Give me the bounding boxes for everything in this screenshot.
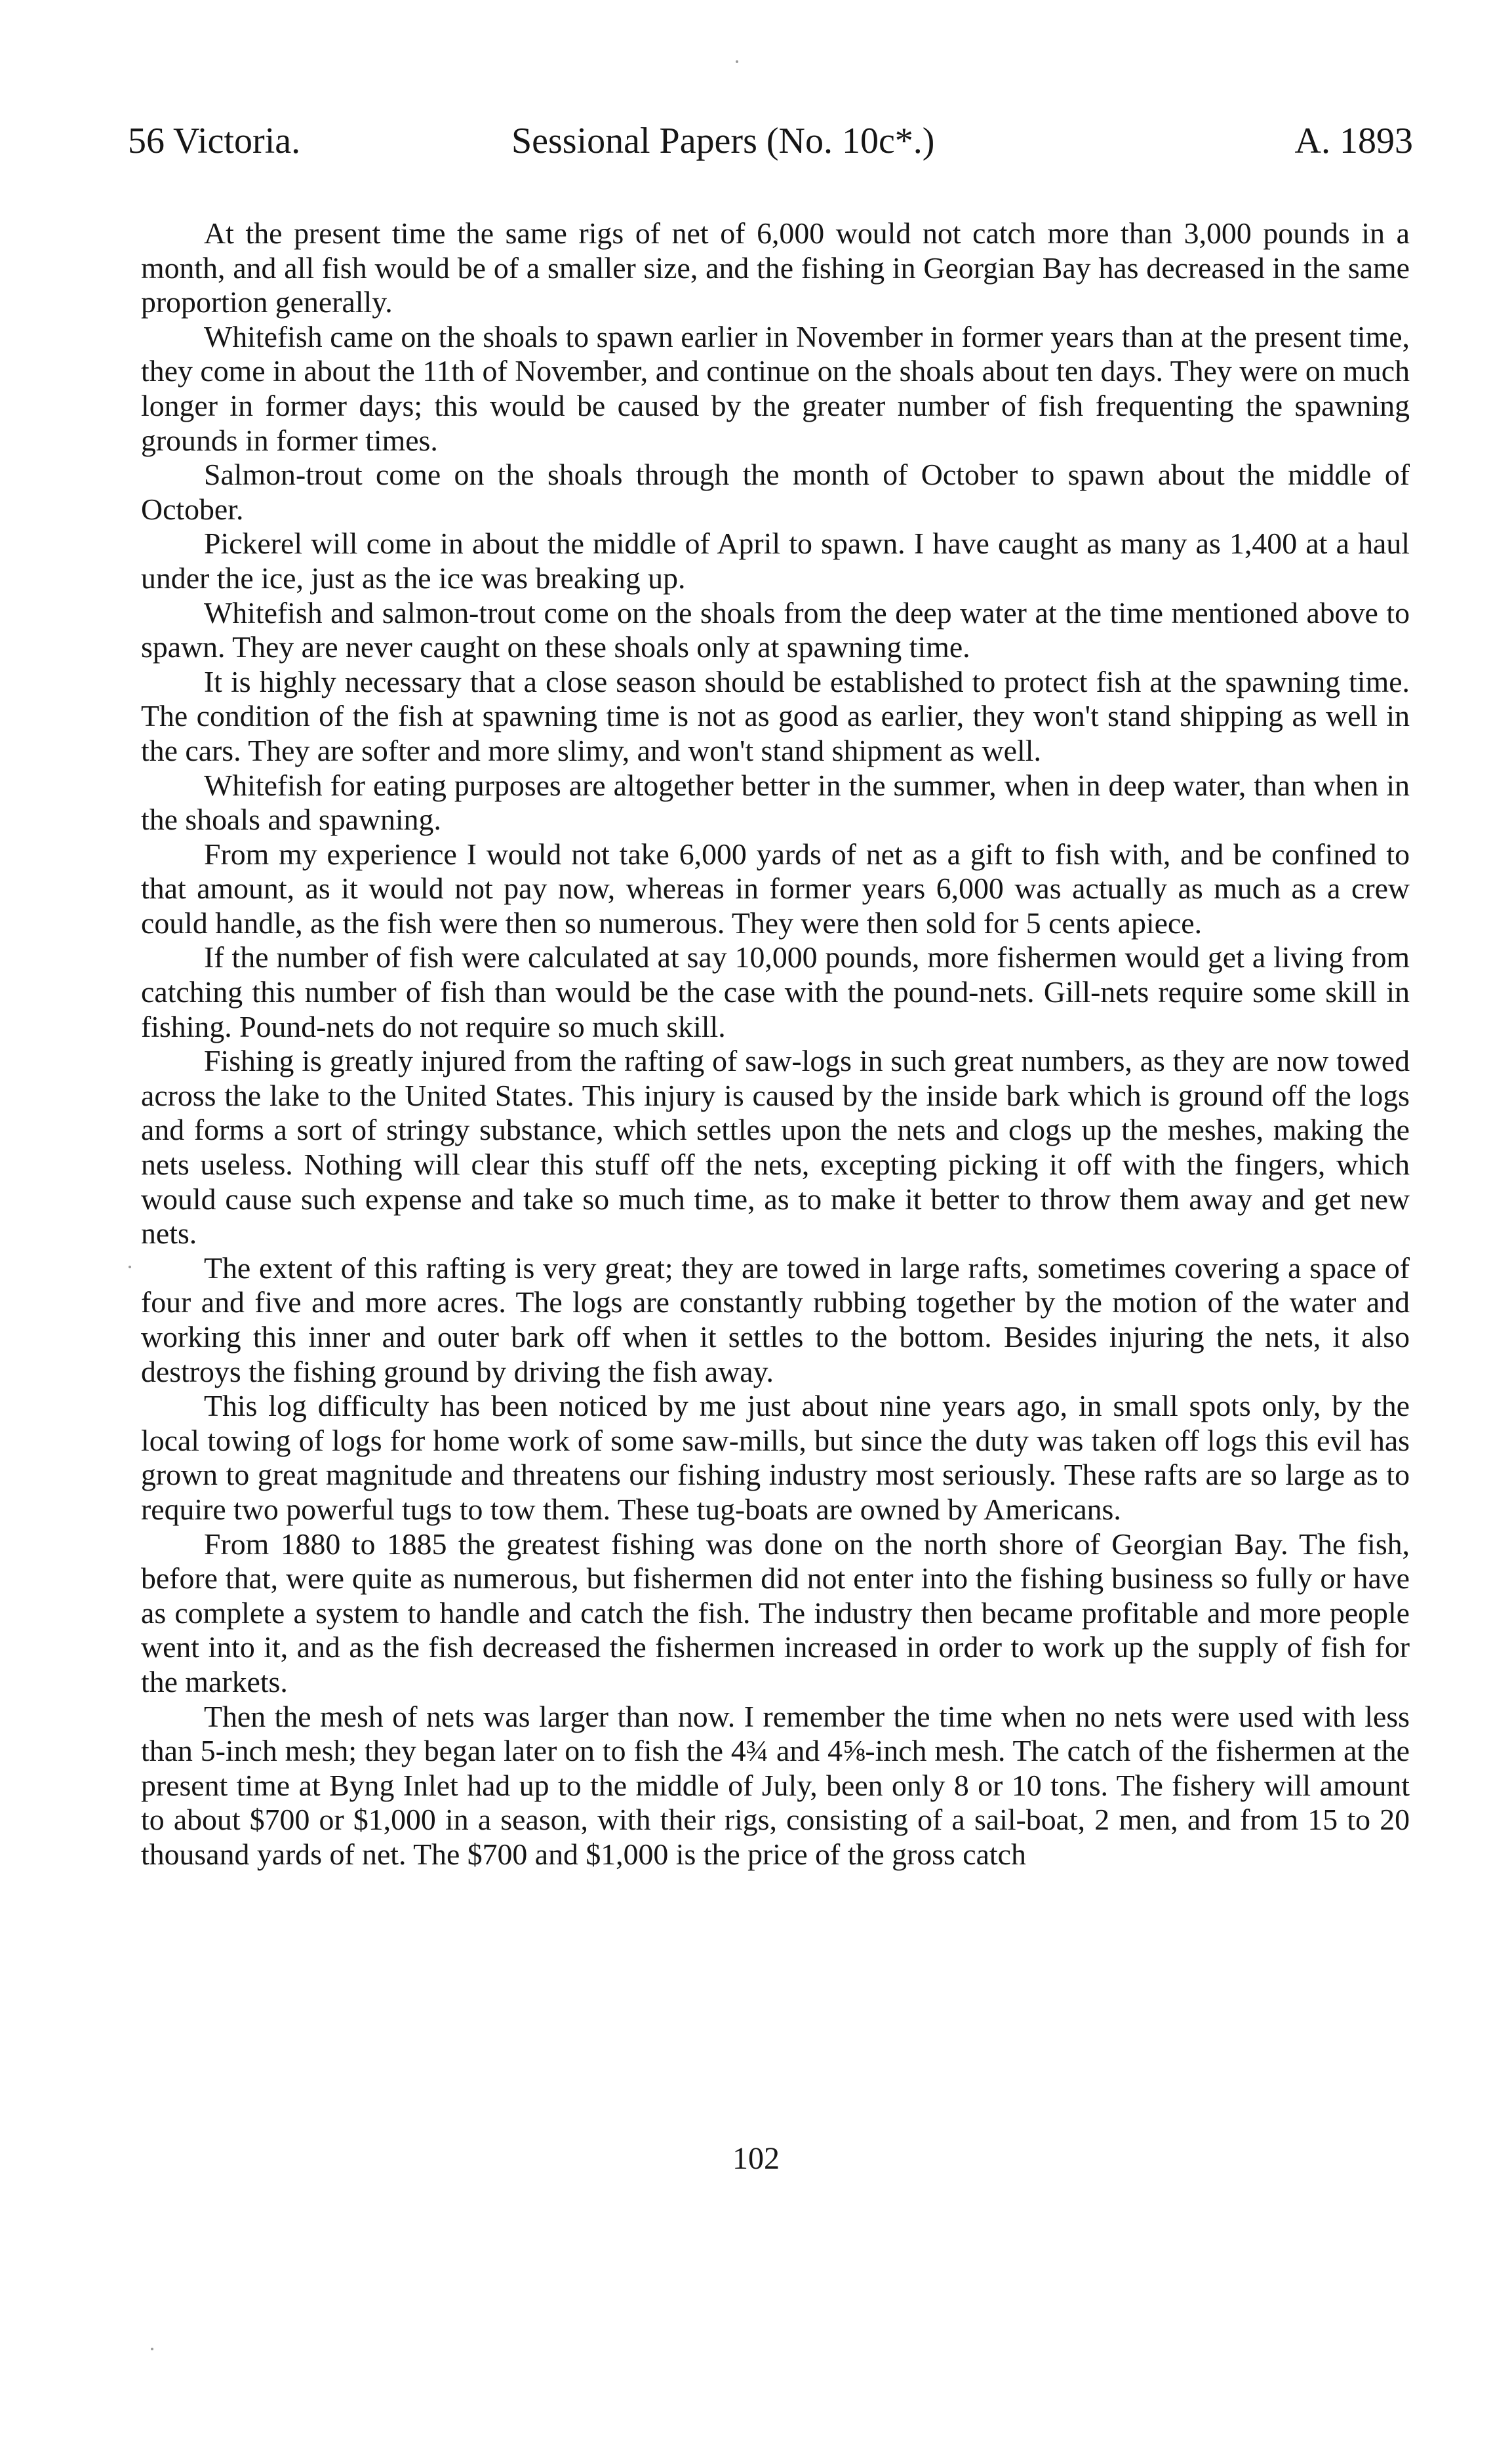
paragraph: Whitefish came on the shoals to spawn earlier in November in former years than at the present time, they come in about the 11th of November, and continue on the shoals about ten days. They were on much longer in former days; this would be caused by the greater number of fish frequenting the spawning grounds in former times. (141, 319, 1410, 457)
scan-speck (129, 1266, 131, 1268)
header-year: A. 1893 (1294, 121, 1413, 161)
paragraph: Pickerel will come in about the middle of April to spawn. I have caught as many as 1,400 at a haul under the ice, just as the ice was breaking up. (141, 527, 1410, 595)
paragraph: From 1880 to 1885 the greatest fishing was done on the north shore of Georgian Bay. The fish, before that, were quite as numerous, but fishermen did not enter into the fishing business so fully or have as complete a system to handle and catch the fish. The industry then became profitable and more people went into it, and as the fish decreased the fishermen increased in order to work up the supply of fish for the markets. (141, 1527, 1410, 1698)
header-session: 56 Victoria. (128, 121, 301, 161)
body-text (141, 216, 1410, 1872)
running-header (128, 111, 1413, 171)
paragraph: Then the mesh of nets was larger than now. I remember the time when no nets were used with less than 5-inch mesh; they began later on to fish the 4¾ and 4⅝-inch mesh. The catch of the fishermen at the present time at Byng Inlet had up to the middle of July, been only 8 or 10 tons. The fishery will amount to about $700 or $1,000 in a season, with their rigs, consisting of a sail-boat, 2 men, and from 15 to 20 thousand yards of net. The $700 and $1,000 is the price of the gross catch (141, 1699, 1410, 1871)
paragraph: If the number of fish were calculated at say 10,000 pounds, more fishermen would get a living from catching this number of fish than would be the case with the pound-nets. Gill-nets require some skill in fishing. Pound-nets do not require so much skill. (141, 940, 1410, 1043)
paragraph: Whitefish and salmon-trout come on the shoals from the deep water at the time mentioned above to spawn. They are never caught on these shoals only at spawning time. (141, 595, 1410, 664)
paragraph: From my experience I would not take 6,000 yards of net as a gift to fish with, and be confined to that amount, as it would not pay now, whereas in former years 6,000 was actually as much as a crew could handle, as the fish were then so numerous. They were then sold for 5 cents apiece. (141, 837, 1410, 940)
page-number: 102 (732, 2141, 780, 2176)
scan-speck (736, 60, 738, 63)
paragraph: Fishing is greatly injured from the rafting of saw-logs in such great numbers, as they are now towed across the lake to the United States. This injury is caused by the inside bark which is ground off the logs and forms a sort of stringy substance, which settles upon the nets and clogs up the meshes, making the nets useless. Nothing will clear this stuff off the nets, excepting picking it off with the fingers, which would cause such expense and take so much time, as to make it better to throw them away and get new nets. (141, 1044, 1410, 1251)
paragraph: Salmon-trout come on the shoals through the month of October to spawn about the middle of October. (141, 458, 1410, 526)
paragraph: This log difficulty has been noticed by me just about nine years ago, in small spots only, by the local towing of logs for home work of some saw-mills, but since the duty was taken off logs this evil has grown to great magnitude and threatens our fishing industry most seriously. These rafts are so large as to require two powerful tugs to tow them. These tug-boats are owned by Americans. (141, 1389, 1410, 1526)
paragraph: The extent of this rafting is very great; they are towed in large rafts, sometimes covering a space of four and five and more acres. The logs are constantly rubbing together by the motion of the water and working this inner and outer bark off when it settles to the bottom. Besides injuring the nets, it also destroys the fishing ground by driving the fish away. (141, 1251, 1410, 1388)
scan-speck (151, 2348, 153, 2350)
paragraph: Whitefish for eating purposes are altogether better in the summer, when in deep water, than when in the shoals and spawning. (141, 768, 1410, 837)
paragraph: It is highly necessary that a close season should be established to protect fish at the spawning time. The condition of the fish at spawning time is not as good as earlier, they won't stand shipping as well in the cars. They are softer and more slimy, and won't stand shipment as well. (141, 664, 1410, 767)
paragraph: At the present time the same rigs of net of 6,000 would not catch more than 3,000 pounds in a month, and all fish would be of a smaller size, and the fishing in Georgian Bay has decreased in the same proportion generally. (141, 216, 1410, 319)
header-title: Sessional Papers (No. 10c*.) (511, 121, 935, 161)
